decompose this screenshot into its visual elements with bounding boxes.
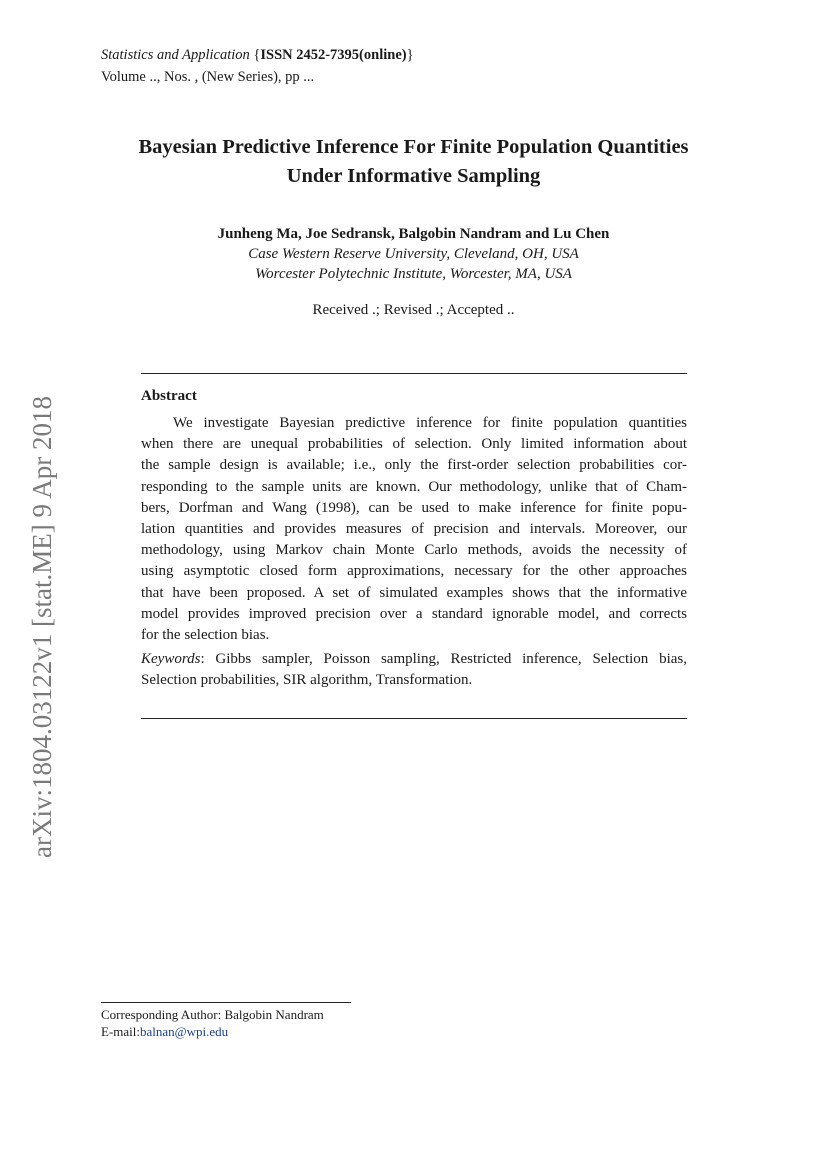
corresponding-author: Corresponding Author: Balgobin Nandram [101, 1007, 324, 1022]
keywords-list-1: : Gibbs sampler, Poisson sampling, Restricted inference, Selection bias, [200, 651, 687, 667]
title-line-1: Bayesian Predictive Inference For Finite Population Quantities [138, 136, 689, 158]
abstract-line: for the selection bias. [141, 627, 270, 644]
keywords [141, 649, 687, 691]
abstract-line: that have been proposed. A set of simulated examples shows that the informative [141, 584, 687, 601]
abstract-top-rule [141, 373, 687, 374]
email-link[interactable]: balnan@wpi.edu [140, 1024, 229, 1039]
authors: Junheng Ma, Joe Sedransk, Balgobin Nandram and Lu Chen [217, 226, 610, 242]
issn: ISSN 2452-7395(online) [260, 47, 407, 63]
keywords-line-2: Selection probabilities, SIR algorithm, Transformation. [141, 672, 473, 689]
keywords-line-1 [141, 649, 687, 670]
abstract-line: We investigate Bayesian predictive inference for finite population quantities [173, 415, 687, 431]
email-line [101, 1024, 228, 1040]
abstract-body [141, 413, 687, 646]
abstract-line: responding to the sample units are known. Our methodology, unlike that of Cham- [141, 478, 687, 495]
submission-dates: Received .; Revised .; Accepted .. [312, 302, 515, 318]
footnote-rule [101, 1002, 351, 1003]
volume-line: Volume .., Nos. , (New Series), pp ... [101, 69, 315, 85]
title-line-2: Under Informative Sampling [286, 165, 541, 187]
abstract-heading: Abstract [141, 388, 197, 404]
abstract-line: bers, Dorfman and Wang (1998), can be used to make inference for finite popu- [141, 499, 687, 516]
keywords-label: Keywords [141, 651, 201, 667]
email-label: E-mail: [101, 1024, 140, 1039]
paper-title [0, 133, 827, 191]
journal-header [101, 45, 414, 65]
arxiv-stamp: arXiv:1804.03122v1 [stat.ME] 9 Apr 2018 [27, 396, 57, 858]
affiliation-2: Worcester Polytechnic Institute, Worcester, MA, USA [255, 266, 572, 282]
abstract-bottom-rule [141, 718, 687, 719]
issn-brace-close: } [406, 47, 414, 63]
abstract-line: lation quantities and provides measures of precision and intervals. Moreover, our [141, 521, 687, 538]
issn-brace-open: { [249, 47, 261, 63]
journal-name: Statistics and Application [101, 47, 250, 63]
abstract-line: methodology, using Markov chain Monte Carlo methods, avoids the necessity of [141, 542, 687, 559]
abstract-line: the sample design is available; i.e., only the first-order selection probabilities cor- [141, 457, 687, 474]
abstract-line: using asymptotic closed form approximations, necessary for the other approaches [141, 563, 687, 580]
abstract-line: model provides improved precision over a standard ignorable model, and corrects [141, 605, 687, 622]
affiliation-1: Case Western Reserve University, Cleveland, OH, USA [248, 246, 579, 262]
abstract-line: when there are unequal probabilities of selection. Only limited information about [141, 436, 687, 453]
